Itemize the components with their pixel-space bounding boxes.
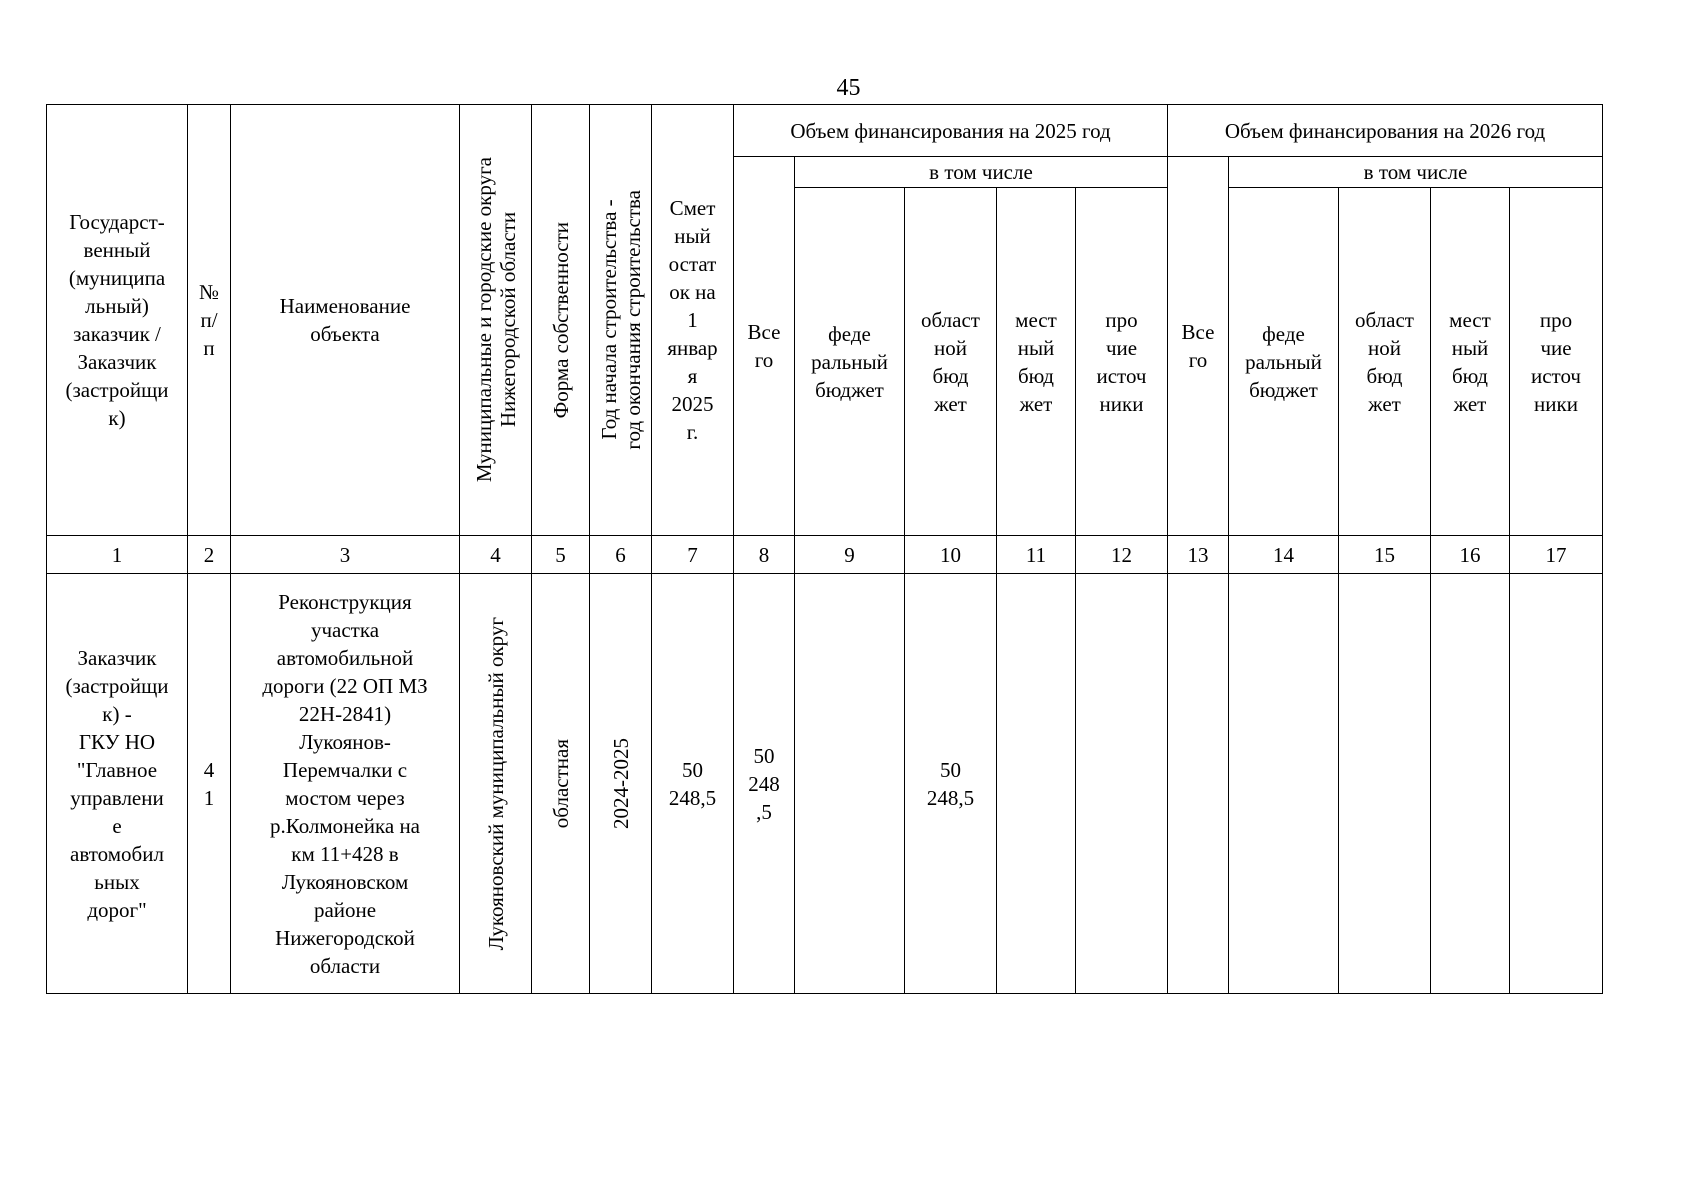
row-local-2025: [997, 574, 1076, 994]
column-number: 3: [231, 536, 460, 574]
header-ownership: Форма собственности: [548, 221, 573, 419]
row-estimate: 50 248,5: [652, 574, 734, 994]
row-local-2026: [1431, 574, 1510, 994]
column-number: 14: [1229, 536, 1339, 574]
header-object-name: Наименование объекта: [231, 105, 460, 536]
investment-table: [46, 104, 1603, 994]
header-funding-2026: Объем финансирования на 2026 год: [1168, 105, 1603, 157]
row-regional-2026: [1339, 574, 1431, 994]
column-number: 12: [1076, 536, 1168, 574]
row-years-cell: [590, 574, 652, 994]
row-municipality-cell: [460, 574, 532, 994]
header-regional-2025: област ной бюд жет: [905, 188, 997, 536]
column-number: 5: [532, 536, 590, 574]
header-funding-2025: Объем финансирования на 2025 год: [734, 105, 1168, 157]
header-municipality-cell: [460, 105, 532, 536]
table-row: [47, 574, 1603, 994]
header-regional-2026: област ной бюд жет: [1339, 188, 1431, 536]
row-customer: Заказчик (застройщи к) - ГКУ НО "Главное управлени е автомобил ьных дорог": [47, 574, 188, 994]
column-number: 6: [590, 536, 652, 574]
header-including-2025: в том числе: [795, 157, 1168, 188]
column-number: 15: [1339, 536, 1431, 574]
column-number: 9: [795, 536, 905, 574]
column-number: 4: [460, 536, 532, 574]
column-number: 16: [1431, 536, 1510, 574]
row-other-2025: [1076, 574, 1168, 994]
row-municipality: Лукояновский муниципальный округ: [483, 616, 508, 951]
column-number: 2: [188, 536, 231, 574]
header-municipality: Муниципальные и городские округа Нижегородской области: [471, 157, 520, 483]
row-ownership: областная: [548, 738, 573, 829]
column-number-row: [47, 536, 1603, 574]
row-ownership-cell: [532, 574, 590, 994]
row-total-2025: 50 248 ,5: [734, 574, 795, 994]
column-number: 13: [1168, 536, 1229, 574]
column-number: 10: [905, 536, 997, 574]
column-number: 8: [734, 536, 795, 574]
column-number: 11: [997, 536, 1076, 574]
header-years-cell: [590, 105, 652, 536]
column-number: 17: [1510, 536, 1603, 574]
row-regional-2025: 50 248,5: [905, 574, 997, 994]
row-other-2026: [1510, 574, 1603, 994]
header-local-2026: мест ный бюд жет: [1431, 188, 1510, 536]
row-total-2026: [1168, 574, 1229, 994]
header-customer: Государст- венный (муниципа льный) заказчик / Заказчик (застройщи к): [47, 105, 188, 536]
header-ownership-cell: [532, 105, 590, 536]
header-years: Год начала строительства - год окончания строительства: [596, 190, 645, 450]
column-number: 7: [652, 536, 734, 574]
header-other-2025: про чие источ ники: [1076, 188, 1168, 536]
page-number: 45: [836, 75, 861, 101]
header-including-2026: в том числе: [1229, 157, 1603, 188]
row-federal-2025: [795, 574, 905, 994]
row-federal-2026: [1229, 574, 1339, 994]
header-federal-2025: феде ральный бюджет: [795, 188, 905, 536]
column-number: 1: [47, 536, 188, 574]
row-years: 2024-2025: [608, 738, 633, 829]
row-object-name: Реконструкция участка автомобильной дороги (22 ОП МЗ 22Н-2841) Лукоянов- Перемчалки с мостом через р.Колмонейка на км 11+428 в Лукояновском районе Нижегородской области: [231, 574, 460, 994]
header-other-2026: про чие источ ники: [1510, 188, 1603, 536]
header-total-2026: Все го: [1168, 157, 1229, 536]
header-local-2025: мест ный бюд жет: [997, 188, 1076, 536]
header-estimate: Смет ный остат ок на 1 январ я 2025 г.: [652, 105, 734, 536]
header-number: № п/ п: [188, 105, 231, 536]
header-federal-2026: феде ральный бюджет: [1229, 188, 1339, 536]
row-number: 4 1: [188, 574, 231, 994]
header-total-2025: Все го: [734, 157, 795, 536]
